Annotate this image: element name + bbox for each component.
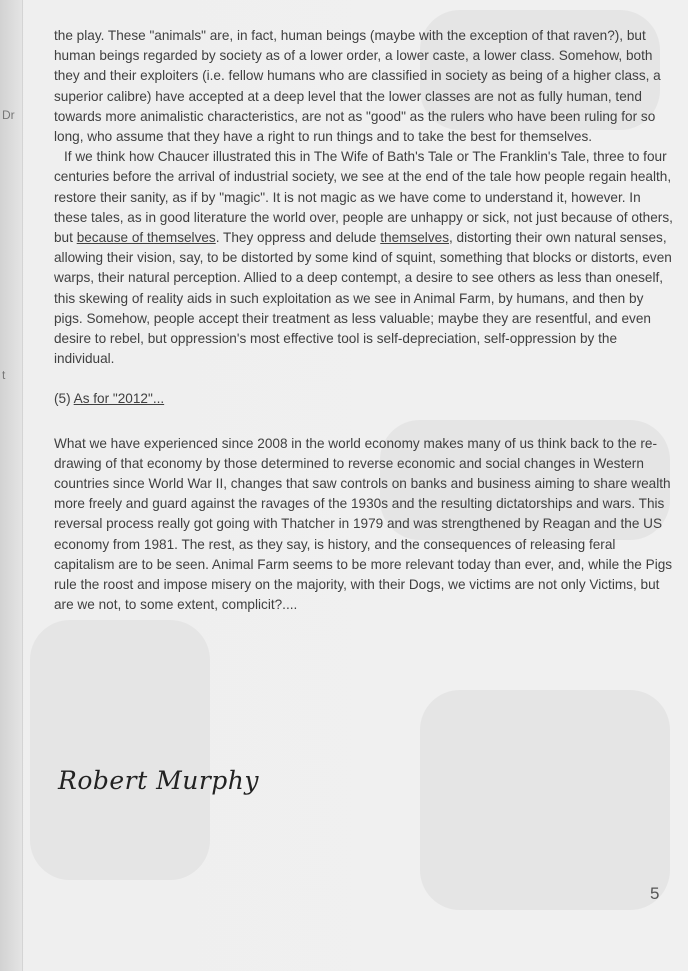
margin-fragment-1: Dr [2, 108, 15, 122]
page-number: 5 [650, 884, 660, 903]
show-through-shape [30, 620, 210, 880]
margin-fragment-2: t [2, 368, 6, 382]
paragraph-2-part-a: If we think how Chaucer illustrated this in The Wife of Bath's Tale or The Franklin's Tale, three to four centuries before the arrival of industrial society, we see at the end of the tale how people regain health, restore their sanity, as if by "magic". It is not magic as we have come to understand it, however. In these tales, as in good literature the world over, people are unhappy or sick, not just because of others, but [54, 149, 673, 246]
section-number: (5) [54, 391, 74, 407]
page-spine-edge [0, 0, 23, 971]
paragraph-1: the play. These "animals" are, in fact, human beings (maybe with the exception of that raven?), but human beings regarded by society as of a lower order, a lower caste, a lower class. Somehow, both they and their exploiters (i.e. fellow humans who are classified in society as being of a higher class, a superior calibre) have accepted at a deep level that the lower classes are not as fully human, tend towards more animalistic characteristics, are not as "good" as the rulers who have been ruling for so long, who assume that they have a right to run things and to take the best for themselves. [54, 28, 661, 145]
paragraph-2-part-c: , distorting their own natural senses, allowing their vision, say, to be distorted by some kind of squint, something that blocks or distorts, even warps, their natural perception. Allied to a deep contempt, a desire to see others as less than oneself, this skewing of reality aids in such exploitation as we see in Animal Farm, by humans, and then by pigs. Somehow, people accept their treatment as less valuable; maybe they are resentful, and even desire to rebel, but oppression's most effective tool is self-depreciation, self-oppression by the individual. [54, 230, 672, 367]
paragraph-2-part-b: . They oppress and delude [215, 230, 381, 246]
paragraph-2 [54, 147, 674, 369]
underlined-phrase-because-of-themselves: because of themselves [76, 230, 216, 246]
show-through-shape [420, 690, 670, 910]
author-signature: Robert Murphy [58, 766, 259, 795]
section-heading [54, 389, 674, 409]
article-body [54, 26, 674, 615]
paragraph-3: What we have experienced since 2008 in the world economy makes many of us think back to the re-drawing of that economy by those determined to reverse economic and social changes in Western countries since World War II, changes that saw controls on banks and business aiming to share wealth more freely and guard against the ravages of the 1930s and the resulting dictatorships and wars. This reversal process really got going with Thatcher in 1979 and was strengthened by Reagan and the US economy from 1981. The rest, as they say, is history, and the consequences of releasing feral capitalism are to be seen. Animal Farm seems to be more relevant today than ever, and, while the Pigs rule the roost and impose misery on the majority, with their Dogs, we victims are not only Victims, but are we not, to some extent, complicit?.... [54, 435, 673, 613]
underlined-word-themselves: themselves [380, 230, 449, 246]
section-title: As for "2012"... [73, 391, 165, 407]
